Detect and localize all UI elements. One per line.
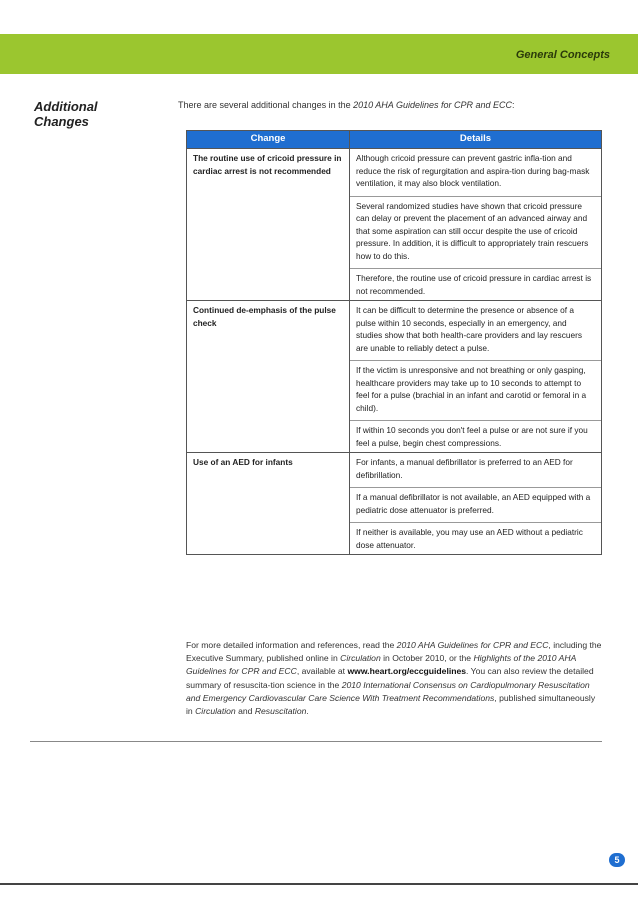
footer-italic: Circulation	[340, 653, 381, 664]
side-heading-line1: Additional	[34, 99, 98, 114]
footer-text: , published simultaneously in	[186, 692, 596, 717]
footer-italic: 2010 International Consensus on Cardiopulmonary Resuscitation and Emergency Cardiovascular Care Science With Treatment Recommendations	[186, 679, 590, 703]
footer-text: , including the Executive Summary, published online in	[186, 640, 602, 664]
details-paragraph: If neither is available, you may use an AED without a pediatric dose attenuator.	[350, 522, 601, 551]
details-cell	[350, 149, 602, 301]
divider	[30, 741, 602, 742]
side-heading	[34, 99, 154, 129]
header-change: Change	[187, 131, 350, 149]
intro-text-italic: 2010 AHA Guidelines for CPR and ECC	[353, 100, 513, 110]
footer-text: in October 2010, or the	[380, 653, 474, 664]
details-paragraph: If within 10 seconds you don't feel a pulse or are not sure if you feel a pulse, begin chest compressions.	[350, 420, 601, 449]
details-cell	[350, 453, 602, 555]
side-heading-line2: Changes	[34, 114, 89, 129]
details-paragraph: Therefore, the routine use of cricoid pressure in cardiac arrest is not recommended.	[350, 268, 601, 297]
footer-italic: Circulation	[195, 706, 236, 717]
details-paragraph: It can be difficult to determine the presence or absence of a pulse within 10 seconds, especially in an emergency, and studies show that both health-care providers and lay rescuers are unable to reliably detect a pulse.	[356, 305, 582, 353]
footer-text: .	[306, 706, 309, 717]
guidelines-link[interactable]: www.heart.org/eccguidelines	[347, 666, 467, 677]
footer-italic: 2010 AHA Guidelines for CPR and ECC	[396, 640, 549, 650]
table-row	[187, 453, 602, 555]
details-paragraph: Although cricoid pressure can prevent gastric infla-tion and reduce the risk of regurgitation and aspira-tion during bag-mask ventilation, it may also block ventilation.	[356, 153, 590, 188]
table-header-row	[187, 131, 602, 149]
changes-table	[186, 130, 602, 555]
intro-text	[178, 100, 608, 110]
footer-italic: Resuscitation	[254, 706, 307, 717]
change-cell: Use of an AED for infants	[187, 453, 350, 555]
details-paragraph: Several randomized studies have shown that cricoid pressure can delay or prevent the placement of an advanced airway and that some aspiration can still occur despite the use of cricoid pressure. In addition, it is difficult to appropriately train rescuers how to do this.	[350, 196, 601, 263]
page-number-badge: 5	[609, 853, 625, 867]
bottom-divider	[0, 883, 638, 885]
footer-text: , available at	[296, 666, 348, 677]
header-details: Details	[350, 131, 602, 149]
footer-text: . You can also review the detailed summary of resuscita-tion science in the	[186, 666, 594, 690]
details-paragraph: If the victim is unresponsive and not breathing or only gasping, healthcare providers may take up to 10 seconds to attempt to feel for a pulse (brachial in an infant and carotid or femoral in a child).	[350, 360, 601, 414]
details-cell	[350, 301, 602, 453]
change-cell: Continued de-emphasis of the pulse check	[187, 301, 350, 453]
intro-text-part: There are several additional changes in the	[178, 100, 354, 110]
section-title: General Concepts	[515, 49, 610, 61]
details-paragraph: If a manual defibrillator is not available, an AED equipped with a pediatric dose attenuator is preferred.	[350, 487, 601, 516]
footer-paragraph	[186, 639, 602, 718]
change-cell: The routine use of cricoid pressure in cardiac arrest is not recommended	[187, 149, 350, 301]
table-row	[187, 149, 602, 301]
details-paragraph: For infants, a manual defibrillator is preferred to an AED for defibrillation.	[356, 457, 573, 480]
table-row	[187, 301, 602, 453]
footer-text: and	[235, 706, 255, 717]
header-bar	[0, 34, 638, 74]
footer-italic: Highlights of the 2010 AHA Guidelines for CPR and ECC	[186, 653, 576, 677]
footer-text: For more detailed information and references, read the	[186, 640, 397, 650]
intro-text-end: :	[512, 100, 515, 110]
